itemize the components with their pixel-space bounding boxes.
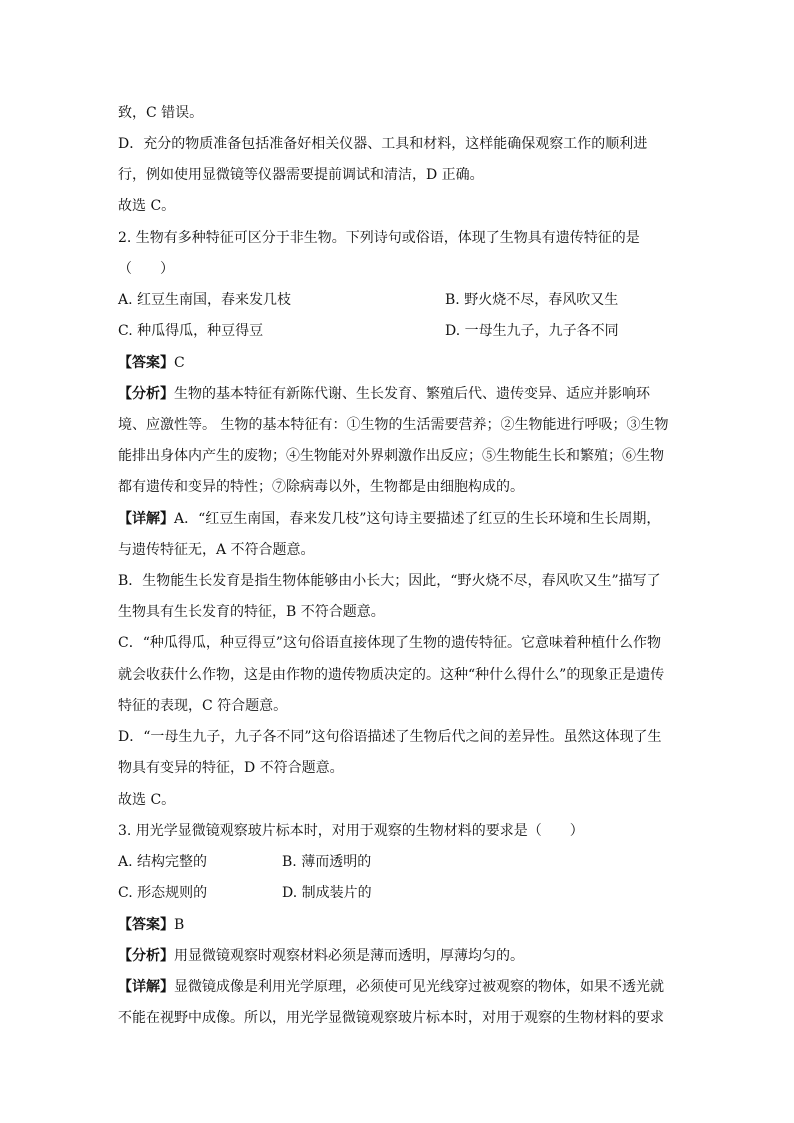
q3-analysis-text: 用显微镜观察时观察材料必须是薄而透明，厚薄均匀的。 [174,948,524,964]
q2-option-c: C. 种瓜得瓜，种豆得豆 [118,323,264,339]
q3-option-b: B. 薄而透明的 [282,854,372,870]
q2-stem-line-2: （ ） [118,261,174,277]
q2-detail-line-8: D．“一母生九子，九子各不同”这句俗语描述了生物后代之间的差异性。虽然这体现了生 [118,729,662,745]
q3-option-d: D. 制成装片的 [282,885,372,901]
q2-detail-tag: 【详解】 [118,511,174,527]
q2-analysis-tag: 【分析】 [118,386,174,402]
q2-detail-line-2: 与遗传特征无，A 不符合题意。 [118,542,315,558]
q2-detail-line-1 [118,509,660,529]
q2-analysis-text: 生物的基本特征有新陈代谢、生长发育、繁殖后代、遗传变异、适应并影响环 [174,386,650,402]
q3-option-c: C. 形态规则的 [118,885,208,901]
q2-analysis-line-2: 境、应激性等。 生物的基本特征有：①生物的生活需要营养；②生物能进行呼吸；③生物 [118,417,669,433]
prev-choose: 故选 C。 [118,198,176,214]
q3-answer [118,915,184,935]
q2-stem-line-1: 2. 生物有多种特征可区分于非生物。下列诗句或俗语，体现了生物具有遗传特征的是 [118,230,640,246]
q2-option-a: A. 红豆生南国，春来发几枝 [118,292,292,308]
q3-detail-text: 显微镜成像是利用光学原理，必须使可见光线穿过被观察的物体，如果不透光就 [174,979,664,995]
q2-analysis-line-3: 能排出身体内产生的废物；④生物能对外界刺激作出反应；⑤生物能生长和繁殖；⑥生物 [118,448,664,464]
q2-answer-value: C [174,355,185,371]
q2-detail-text: A．“红豆生南国，春来发几枝”这句诗主要描述了红豆的生长环境和生长周期， [174,511,661,527]
q3-analysis [118,946,524,966]
q3-analysis-tag: 【分析】 [118,948,174,964]
q3-detail-line-2: 不能在视野中成像。所以，用光学显微镜观察玻片标本时，对用于观察的生物材料的要求 [118,1010,664,1026]
q2-answer [118,353,185,373]
q3-answer-tag: 【答案】 [118,917,174,933]
q2-detail-line-9: 物具有变异的特征，D 不符合题意。 [118,760,344,776]
q2-choose: 故选 C。 [118,792,176,808]
q2-option-d: D. 一母生九子，九子各不同 [445,323,619,339]
q2-detail-line-5: C．“种瓜得瓜，种豆得豆”这句俗语直接体现了生物的遗传特征。它意味着种植什么作物 [118,635,662,651]
q3-stem: 3. 用光学显微镜观察玻片标本时，对用于观察的生物材料的要求是（ ） [118,823,584,839]
q3-detail-tag: 【详解】 [118,979,174,995]
q2-detail-line-4: 生物具有生长发育的特征，B 不符合题意。 [118,604,385,620]
q2-analysis-line-4: 都有遗传和变异的特性；⑦除病毒以外，生物都是由细胞构成的。 [118,479,524,495]
q2-detail-line-6: 就会收获什么作物，这是由作物的遗传物质决定的。这种“种什么得什么”的现象正是遗传 [118,667,665,683]
q2-analysis-line-1 [118,384,650,404]
q3-option-a: A. 结构完整的 [118,854,208,870]
prev-d-line-2: 行，例如使用显微镜等仪器需要提前调试和清洁，D 正确。 [118,167,484,183]
q2-detail-line-3: B．生物能生长发育是指生物体能够由小长大；因此，“野火烧不尽，春风吹又生”描写了 [118,573,661,589]
q2-answer-tag: 【答案】 [118,355,174,371]
q2-detail-line-7: 特征的表现，C 符合题意。 [118,698,288,714]
q3-answer-value: B [174,917,185,933]
q3-detail-line-1 [118,977,664,997]
prev-c-conclusion: 致，C 错误。 [118,105,204,121]
prev-d-line-1: D．充分的物质准备包括准备好相关仪器、工具和材料，这样能确保观察工作的顺利进 [118,136,648,152]
q2-option-b: B. 野火烧不尽，春风吹又生 [445,292,619,308]
